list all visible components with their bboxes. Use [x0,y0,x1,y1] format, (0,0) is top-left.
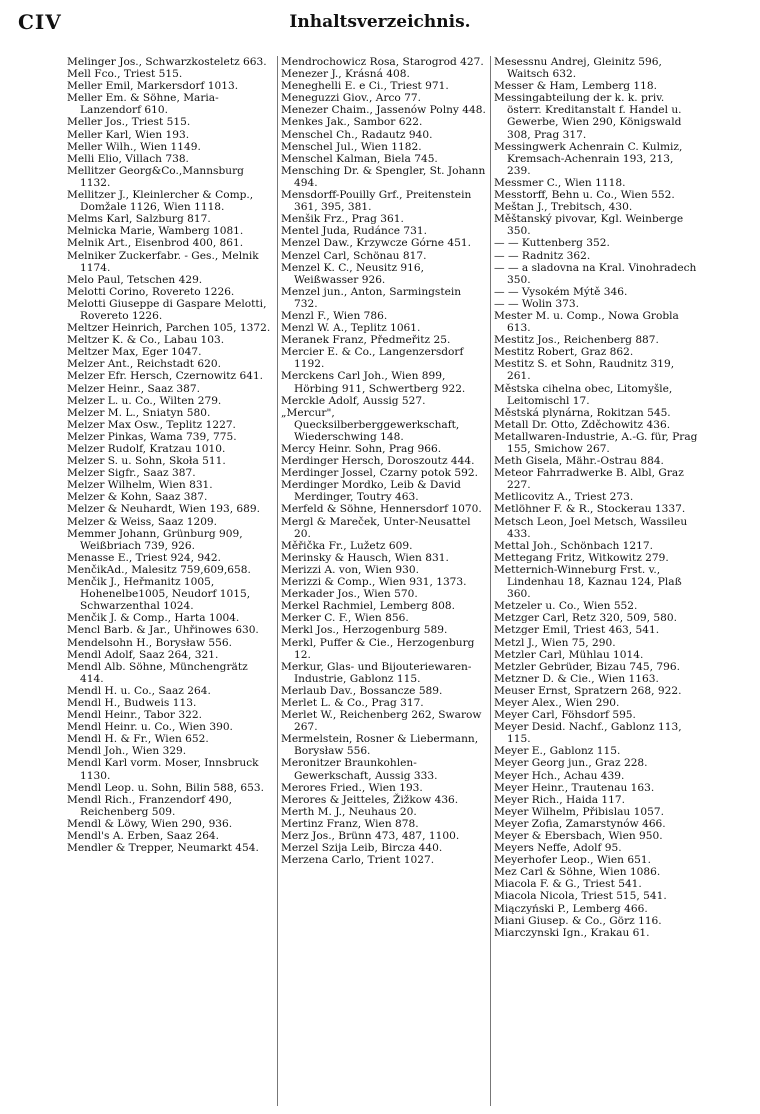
index-entry: Merlet W., Reichenberg 262, Swarow 267. [281,709,482,734]
index-entry: Metsch Leon, Joel Metsch, Wassileu 433. [494,515,688,540]
index-entry: Mellitzer J., Kleinlercher & Comp., Domžale 1126, Wien 1118. [67,189,254,214]
index-entry: Meller Wilh., Wien 1149. [67,140,201,153]
index-entry: Messmer C., Wien 1118. [494,176,626,189]
index-entry: Merzel Szija Leib, Bircza 440. [281,842,443,855]
index-entry: Melzer & Kohn, Saaz 387. [67,491,208,504]
index-entry: Mendl Rich., Franzendorf 490, Reichenberg 509. [67,793,233,818]
index-entry: Metzger Carl, Retz 320, 509, 580. [494,612,677,625]
index-entry: Melzer Rudolf, Kratzau 1010. [67,443,226,455]
index-entry: Messer & Ham, Lemberg 118. [494,80,658,93]
index-entry: Meltzer K. & Co., Labau 103. [67,334,225,347]
index-entry: Mettal Joh., Schönbach 1217. [494,539,654,552]
index-entry: Meštan J., Trebitsch, 430. [494,201,633,214]
index-entry: Meyer Hch., Achau 439. [494,769,625,782]
index-entry: — — Kuttenberg 352. [494,237,610,250]
index-entry: Merizzi A. von, Wien 930. [281,563,419,576]
page-number: CIV [18,10,62,34]
index-entry: Merkur, Glas- und Bijouteriewaren-Industrie, Gablonz 115. [281,660,472,685]
index-entry: Messingwerk Achenrain C. Kulmiz, Kremsach-Achenrain 193, 213, 239. [494,140,683,177]
index-entry: Metzl J., Wien 75, 290. [494,636,616,649]
index-entry: Meltzer Heinrich, Parchen 105, 1372. [67,322,271,335]
index-entry: Mendl Leop. u. Sohn, Bilin 588, 653. [67,781,264,794]
index-entry: Menezer J., Krásná 408. [281,68,410,81]
index-entry: — — Wolin 373. [494,297,580,310]
index-entry: Menkes Jak., Sambor 622. [281,116,423,129]
index-entry: Meyers Neffe, Adolf 95. [494,842,622,855]
index-entry: Miączyński P., Lemberg 466. [494,902,648,915]
index-entry: Merdinger Jossel, Czarny potok 592. [281,467,478,480]
index-entry: Meth Gisela, Mähr.-Ostrau 884. [494,455,664,468]
index-entry: Meyer & Ebersbach, Wien 950. [494,830,663,842]
index-entry: Mendelsohn H., Borysław 556. [67,636,232,649]
index-entry: Mendl H., Budweis 113. [67,696,197,709]
index-entry: Měštanský pivovar, Kgl. Weinberge 350. [494,213,684,238]
index-entry: Metzler Carl, Mühlau 1014. [494,648,644,661]
index-entry: Merdinger Mordko, Leib & David Merdinger, Toutry 463. [281,479,461,504]
index-entry: Melniker Zuckerfabr. - Ges., Melnik 1174. [67,249,259,274]
index-entry: Metlicovitz A., Triest 273. [494,491,634,504]
index-entry: Meyer Georg jun., Graz 228. [494,757,648,770]
index-entry: Mendl H. & Fr., Wien 652. [67,733,209,746]
index-entry: Mendler & Trepper, Neumarkt 454. [67,842,259,855]
index-entry: Meyer Zofia, Zamarstynów 466. [494,817,666,830]
page-title: Inhaltsverzeichnis. [289,12,471,32]
index-entry: Metzler Gebrüder, Bizau 745, 796. [494,660,680,673]
index-entry: Mermelstein, Rosner & Liebermann, Borysław 556. [281,733,479,758]
index-entry: „Mercur", Quecksilberberggewerkschaft, Wiederschwing 148. [281,406,460,443]
index-entry: Menzl F., Wien 786. [281,309,388,322]
index-entry: Mendl Heinr., Tabor 322. [67,709,202,722]
index-entry: Merizzi & Comp., Wien 931, 1373. [281,576,467,589]
index-entry: Melotti Corino, Rovereto 1226. [67,285,235,298]
index-entry: Miacola Nicola, Triest 515, 541. [494,890,667,903]
index-entry: Mendl H. u. Co., Saaz 264. [67,684,211,697]
index-entry: Merfeld & Söhne, Hennersdorf 1070. [281,503,482,516]
index-entry: Meyer Wilhelm, Přibislau 1057. [494,805,664,818]
index-entry: Menčik J. & Comp., Harta 1004. [67,612,240,625]
index-entry: Metternich-Winneburg Frst. v., Lindenhau 18, Kaznau 124, Plaß 360. [494,563,682,601]
index-entry: Mercier E. & Co., Langenzersdorf 1192. [281,346,464,371]
index-entry: Melzer & Neuhardt, Wien 193, 689. [67,503,261,516]
index-entry: Mellitzer Georg&Co.,Mannsburg 1132. [67,164,244,189]
index-columns [64,56,704,1106]
index-entry: Meller Em. & Söhne, Maria-Lanzendorf 610. [67,92,219,117]
index-entry: Mensdorff-Pouilly Grf., Preitenstein 361, 395, 381. [281,189,472,214]
index-entry: Mencl Barb. & Jar., Uhřinowes 630. [67,624,259,637]
index-entry: Mestitz Robert, Graz 862. [494,346,634,359]
index-entry: Miani Giusep. & Co., Görz 116. [494,914,662,927]
index-entry: Metzner D. & Cie., Wien 1163. [494,672,659,685]
index-entry: Melzer Ant., Reichstadt 620. [67,358,222,371]
index-entry: Melzer Efr. Hersch, Czernowitz 641. [67,370,264,383]
index-entry: Melzer Max Osw., Teplitz 1227. [67,418,236,431]
index-entry: Merkader Jos., Wien 570. [281,588,418,601]
index-entry: Metlöhner F. & R., Stockerau 1337. [494,503,686,516]
index-column-3 [490,56,703,1106]
index-entry: Meteor Fahrradwerke B. Albl, Graz 227. [494,467,684,492]
index-entry: Mendl Karl vorm. Moser, Innsbruck 1130. [67,757,259,782]
index-entry: Meyer Heinr., Trautenau 163. [494,781,655,794]
index-entry: Metallwaren-Industrie, A.-G. für, Prag 155, Smichow 267. [494,430,698,455]
index-entry: Meyerhofer Leop., Wien 651. [494,854,651,867]
index-entry: Melzer Heinr., Saaz 387. [67,382,200,395]
index-entry: Mell Fco., Triest 515. [67,68,183,81]
index-entry: Melzer M. L., Sniatyn 580. [67,406,211,419]
index-entry: Melotti Giuseppe di Gaspare Melotti, Rovereto 1226. [67,297,267,322]
index-entry: Metzeler u. Co., Wien 552. [494,600,638,613]
index-entry: Mestitz S. et Sohn, Raudnitz 319, 261. [494,358,675,383]
index-entry: Mergl & Mareček, Unter-Neusattel 20. [281,515,471,540]
index-entry: Miarczynski Ign., Krakau 61. [494,926,650,939]
index-entry: Městská plynárna, Rokitzan 545. [494,406,671,419]
index-entry: Meyer Carl, Föhsdorf 595. [494,709,636,722]
index-entry: — — Vysokém Mýtě 346. [494,285,628,298]
index-entry: Mentel Juda, Rudánce 731. [281,225,428,238]
index-entry: Meller Emil, Markersdorf 1013. [67,80,239,93]
index-entry: Merkel Rachmiel, Lemberg 808. [281,600,455,613]
index-entry: Merth M. J., Neuhaus 20. [281,805,417,818]
index-entry: Městska cihelna obec, Litomyšle, Leitomischl 17. [494,382,673,407]
index-entry: Merkl Jos., Herzogenburg 589. [281,624,448,637]
index-entry: Menšik Frz., Prag 361. [281,213,404,226]
index-entry: Menčik J., Heřmanitz 1005, Hohenelbe1005, Neudorf 1015, Schwarzenthal 1024. [67,576,251,613]
index-entry: Meyer Rich., Haida 117. [494,793,626,806]
index-entry: Metzger Emil, Triest 463, 541. [494,624,660,637]
index-entry: MenčikAd., Malesitz 759,609,658. [67,563,251,576]
index-entry: Menzel Carl, Schönau 817. [281,249,427,262]
index-entry: Menezer Chaim., Jassenów Polny 448. [281,104,486,117]
index-entry: Melnicka Marie, Wamberg 1081. [67,225,244,238]
index-entry: Mercy Heinr. Sohn, Prag 966. [281,443,442,455]
page-header [0,6,760,38]
index-entry: — — a sladovna na Kral. Vinohradech 350. [494,261,697,286]
index-entry: Merckens Carl Joh., Wien 899, Hörbing 911, Schwertberg 922. [281,370,466,395]
index-entry: Meyer E., Gablonz 115. [494,745,621,758]
index-entry: Mettegang Fritz, Witkowitz 279. [494,551,669,564]
index-entry: Meyer Desid. Nachf., Gablonz 113, 115. [494,721,682,746]
index-entry: Mester M. u. Comp., Nowa Grobla 613. [494,309,679,335]
index-column-2 [277,56,490,1106]
index-entry: Menschel Jul., Wien 1182. [281,140,422,153]
index-entry: Melzer Pinkas, Wama 739, 775. [67,430,237,443]
index-entry: Merzena Carlo, Trient 1027. [281,854,435,867]
index-entry: Merdinger Hersch, Doroszoutz 444. [281,455,475,468]
index-entry: Metall Dr. Otto, Zděchowitz 436. [494,418,671,431]
index-entry: Měřička Fr., Lužetz 609. [281,539,413,552]
index-entry: Merores Fried., Wien 193. [281,781,423,794]
index-entry: Meneguzzi Giov., Arco 77. [281,92,422,105]
index-entry: Menasse E., Triest 924, 942. [67,551,221,564]
index-entry: Mensching Dr. & Spengler, St. Johann 494. [281,164,486,189]
index-entry: Mendl's A. Erben, Saaz 264. [67,830,220,842]
index-entry: Miacola F. & G., Triest 541. [494,878,642,891]
index-entry: Melzer L. u. Co., Wilten 279. [67,394,222,407]
index-entry: Mendl Adolf, Saaz 264, 321. [67,648,219,661]
index-entry: Memmer Johann, Grünburg 909, Weißbriach 739, 926. [67,527,243,552]
index-entry: Mendl Alb. Söhne, Münchengrätz 414. [67,660,248,685]
index-entry: Menzel K. C., Neusitz 916, Weißwasser 926. [281,261,425,286]
index-entry: Menschel Ch., Radautz 940. [281,128,433,141]
index-entry: Melo Paul, Tetschen 429. [67,273,203,286]
index-entry: Melli Elio, Villach 738. [67,152,189,165]
index-entry: Merinsky & Hausch, Wien 831. [281,551,449,564]
index-entry: Mertinz Franz, Wien 878. [281,817,419,830]
index-entry: Meller Jos., Triest 515. [67,116,191,129]
index-entry: Meronitzer Braunkohlen-Gewerkschaft, Aussig 333. [281,757,438,782]
index-entry: Meuser Ernst, Spratzern 268, 922. [494,684,682,697]
index-entry: Messingabteilung der k. k. priv. österr. Kreditanstalt f. Handel u. Gewerbe, Wien 290, Königswald 308, Prag 317. [494,92,682,141]
index-entry: Mez Carl & Söhne, Wien 1086. [494,866,661,879]
index-entry: Mestitz Jos., Reichenberg 887. [494,334,659,347]
index-entry: Merker C. F., Wien 856. [281,612,409,625]
index-entry: Melzer Wilhelm, Wien 831. [67,479,213,492]
index-entry: Melms Karl, Salzburg 817. [67,213,211,226]
index-entry: Mendrochowicz Rosa, Starogrod 427. [281,56,484,68]
index-entry: Melnik Art., Eisenbrod 400, 861. [67,237,244,250]
index-entry: Menzel Daw., Krzywcze Górne 451. [281,237,471,250]
index-entry: Meneghelli E. e Ci., Triest 971. [281,80,449,93]
index-entry: Menschel Kalman, Biela 745. [281,152,438,165]
index-entry: Merz Jos., Brünn 473, 487, 1100. [281,830,460,842]
index-entry: Merlaub Dav., Bossancze 589. [281,684,443,697]
index-entry: Menzl W. A., Teplitz 1061. [281,322,421,335]
index-entry: Melinger Jos., Schwarzkosteletz 663. [67,56,267,68]
index-entry: Melzer S. u. Sohn, Skoła 511. [67,455,226,468]
index-entry: — — Radnitz 362. [494,249,591,262]
index-entry: Merlet L. & Co., Prag 317. [281,696,424,709]
index-entry: Mesessnu Andrej, Gleinitz 596, Waitsch 632. [494,56,662,81]
index-entry: Merores & Jeitteles, Žižkow 436. [281,793,459,806]
index-entry: Messtorff, Behn u. Co., Wien 552. [494,189,675,202]
index-entry: Menzel jun., Anton, Sarmingstein 732. [281,285,462,310]
index-entry: Meltzer Max, Eger 1047. [67,346,202,359]
index-entry: Mendl Heinr. u. Co., Wien 390. [67,721,233,734]
index-entry: Meranek Franz, Předmeřitz 25. [281,334,451,347]
index-entry: Meyer Alex., Wien 290. [494,696,620,709]
index-entry: Melzer Sigfr., Saaz 387. [67,467,196,480]
index-entry: Melzer & Weiss, Saaz 1209. [67,515,218,528]
index-column-1 [64,56,277,1106]
index-entry: Merkl, Puffer & Cie., Herzogenburg 12. [281,636,475,661]
index-entry: Mendl & Löwy, Wien 290, 936. [67,817,233,830]
index-entry: Meller Karl, Wien 193. [67,128,190,141]
index-entry: Merckle Adolf, Aussig 527. [281,394,426,407]
index-entry: Mendl Joh., Wien 329. [67,745,187,758]
